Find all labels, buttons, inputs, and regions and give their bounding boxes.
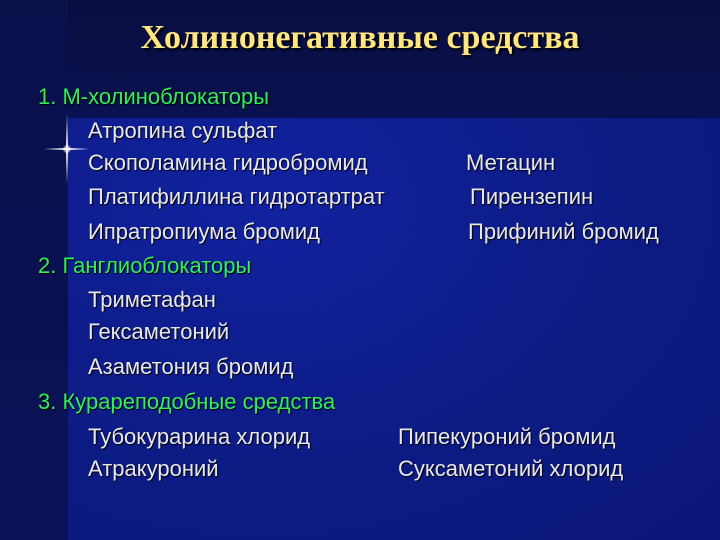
drug-item: Атракуроний — [88, 456, 219, 481]
drug-item: Скополамина гидробромид — [88, 150, 368, 175]
drug-item: Ипратропиума бромид — [88, 219, 321, 244]
section-heading-ganglioblockers: 2. Ганглиоблокаторы — [38, 253, 252, 278]
sparkle-icon — [63, 145, 71, 153]
drug-item: Тубокурарина хлорид — [88, 424, 311, 449]
drug-item: Платифиллина гидротартрат — [88, 184, 385, 209]
section-heading-m-cholinoblockers: 1. М-холиноблокаторы — [38, 84, 270, 109]
slide-title: Холинонегативные средства — [140, 19, 580, 56]
drug-item: Гексаметоний — [88, 319, 230, 344]
drug-item: Азаметония бромид — [88, 354, 294, 379]
drug-item: Суксаметоний хлорид — [398, 456, 624, 481]
drug-item: Атропина сульфат — [88, 118, 278, 143]
drug-item: Прифиний бромид — [468, 219, 659, 244]
drug-item: Триметафан — [88, 287, 216, 312]
drug-item: Пипекуроний бромид — [398, 424, 616, 449]
drug-item: Пирензепин — [470, 184, 594, 209]
section-heading-curare-like: 3. Курареподобные средства — [38, 389, 336, 414]
drug-item: Метацин — [466, 150, 556, 175]
